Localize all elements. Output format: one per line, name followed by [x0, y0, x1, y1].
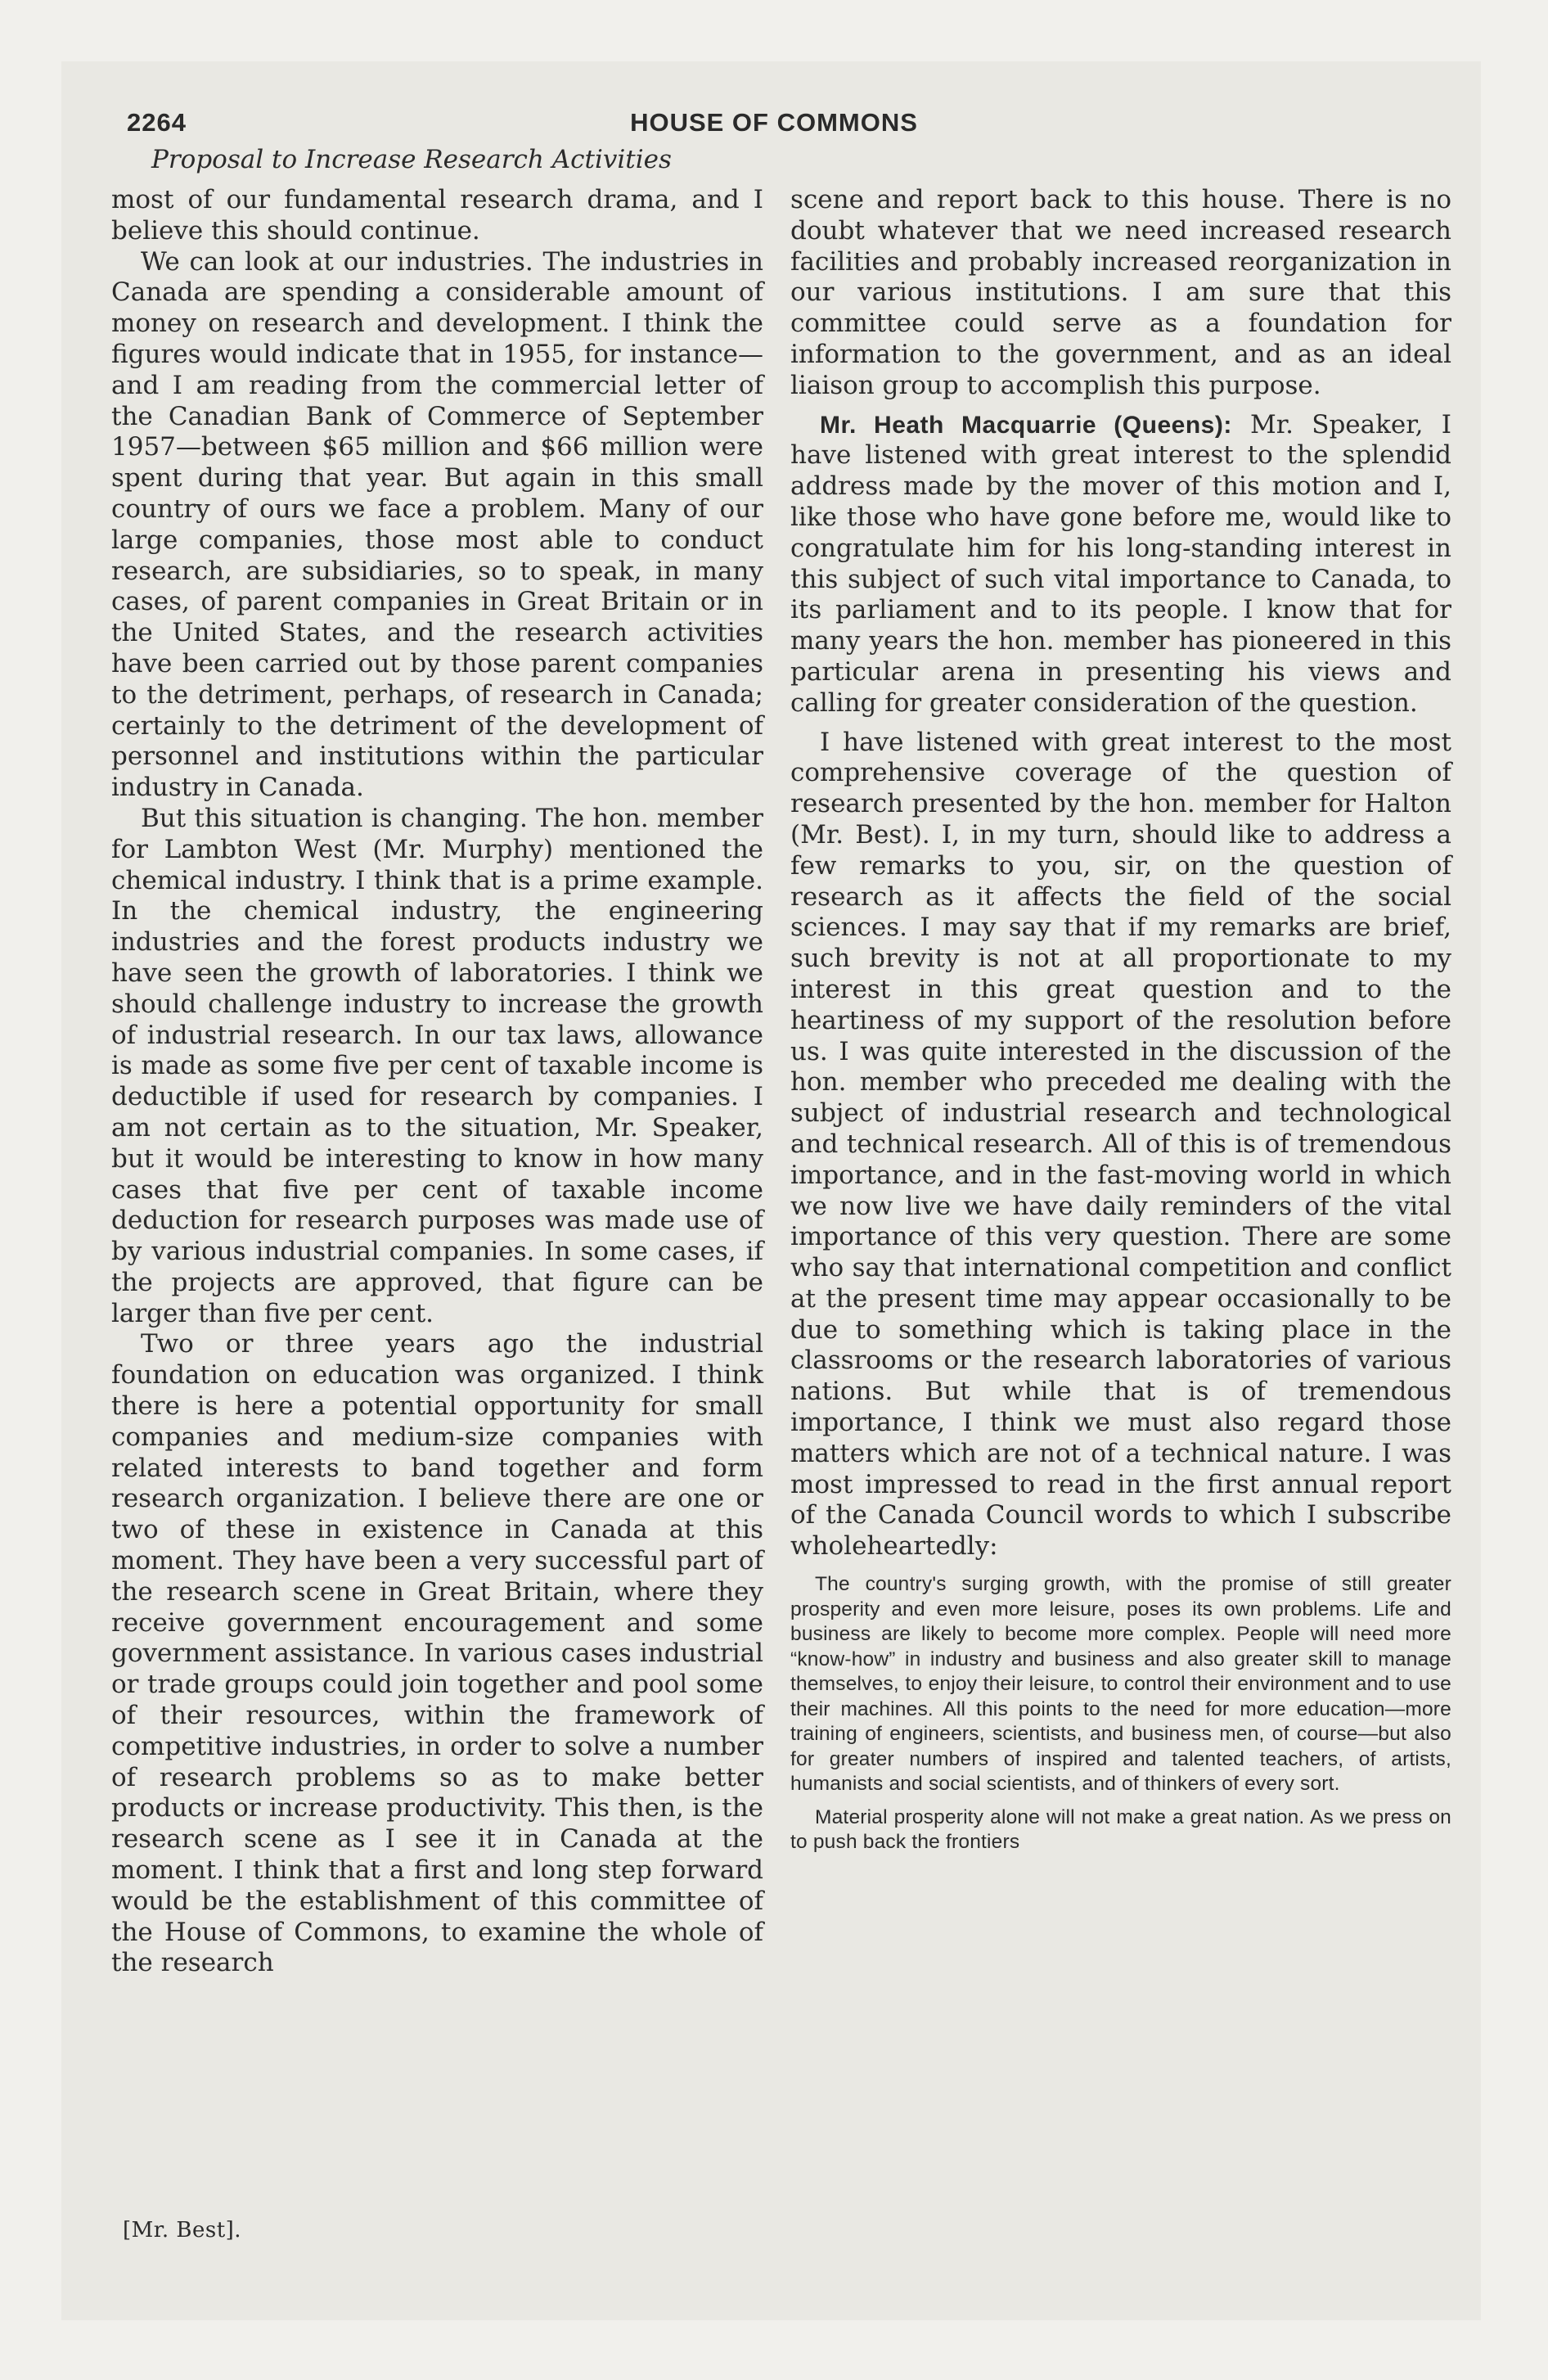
- quote-paragraph-1: The country's surging growth, with the promise of still greater prosperity and even more leisure, poses its own problems. Life and business are likely to become more complex. People will need more “know-how” in industry and business and also greater skill to manage themselves, to enjoy their leisure, to control their environment and to use their machines. All this points to the need for more education—more training of engineers, scientists, and business men, of course—but also for greater numbers of inspired and talented teachers, of artists, humanists and social scientists, and of thinkers of every sort.: [790, 1573, 1451, 1796]
- block-quote: [790, 1572, 1451, 1855]
- running-head: HOUSE OF COMMONS: [630, 108, 918, 137]
- section-subhead: Proposal to Increase Research Activities: [151, 145, 672, 174]
- left-column: [111, 185, 763, 1979]
- speaker-name: Mr. Heath Macquarrie (Queens):: [820, 411, 1232, 439]
- page-number: 2264: [127, 108, 187, 137]
- right-paragraph-3: I have listened with great interest to the most comprehensive coverage of the question of research presented by the hon. member for Halton (Mr. Best). I, in my turn, should like to address a few remarks to you, sir, on the question of research as it affects the field of the social sciences. I may say that if my remarks are brief, such brevity is not at all proportionate to my interest in this great question and to the heartiness of my support of the resolution before us. I was quite interested in the discussion of the hon. member who preceded me dealing with the subject of industrial research and technological and technical research. All of this is of tremendous importance, and in the fast-moving world in which we now live we have daily reminders of the vital importance of this very question. There are some who say that international competition and conflict at the present time may appear occasionally to be due to something which is taking place in the classrooms or the research laboratories of various nations. But while that is of tremendous importance, I think we must also regard those matters which are not of a technical nature. I was most impressed to read in the first annual report of the Canada Council words to which I subscribe wholeheartedly:: [790, 727, 1451, 1562]
- left-paragraph-4: Two or three years ago the industrial foundation on education was organized. I think there is here a potential opportunity for small companies and medium-size companies with related interests to band together and form research organization. I believe there are one or two of these in existence in Canada at this moment. They have been a very successful part of the research scene in Great Britain, where they receive government encouragement and some government assistance. In various cases industrial or trade groups could join together and pool some of their resources, within the framework of competitive industries, in order to solve a number of research problems so as to make better products or increase productivity. This then, is the research scene as I see it in Canada at the moment. I think that a first and long step forward would be the establishment of this committee of the House of Commons, to examine the whole of the research: [111, 1329, 763, 1978]
- footer-reference: [Mr. Best].: [123, 2218, 242, 2243]
- left-paragraph-1: most of our fundamental research drama, and I believe this should continue.: [111, 185, 763, 246]
- quote-paragraph-2: Material prosperity alone will not make a great nation. As we press on to push back the frontiers: [790, 1805, 1451, 1854]
- left-paragraph-3: But this situation is changing. The hon. member for Lambton West (Mr. Murphy) mentioned the chemical industry. I think that is a prime example. In the chemical industry, the engineering industries and the forest products industry we have seen the growth of laboratories. I think we should challenge industry to increase the growth of industrial research. In our tax laws, allowance is made as some five per cent of taxable income is deductible if used for research by companies. I am not certain as to the situation, Mr. Speaker, but it would be interesting to know in how many cases that five per cent of taxable income deduction for research purposes was made use of by various industrial companies. In some cases, if the projects are approved, that figure can be larger than five per cent.: [111, 803, 763, 1328]
- right-column: [790, 185, 1451, 1855]
- right-paragraph-2: [790, 410, 1451, 719]
- right-paragraph-1: scene and report back to this house. There is no doubt whatever that we need increased research facilities and probably increased reorganization in our various institutions. I am sure that this committee could serve as a foundation for information to the government, and as an ideal liaison group to accomplish this purpose.: [790, 185, 1451, 400]
- left-paragraph-2: We can look at our industries. The industries in Canada are spending a considerable amount of money on research and development. I think the figures would indicate that in 1955, for instance—and I am reading from the commercial letter of the Canadian Bank of Commerce of September 1957—between $65 million and $66 million were spent during that year. But again in this small country of ours we face a problem. Many of our large companies, those most able to conduct research, are subsidiaries, so to speak, in many cases, of parent companies in Great Britain or in the United States, and the research activities have been carried out by those parent companies to the detriment, perhaps, of research in Canada; certainly to the detriment of the development of personnel and institutions within the particular industry in Canada.: [111, 246, 763, 803]
- right-paragraph-2-text: Mr. Speaker, I have listened with great interest to the splendid address made by the mover of this motion and I, like those who have gone before me, would like to congratulate him for his long-standing interest in this subject of such vital importance to Canada, to its parliament and to its people. I know that for many years the hon. member has pioneered in this particular arena in presenting his views and calling for greater consideration of the question.: [790, 409, 1451, 718]
